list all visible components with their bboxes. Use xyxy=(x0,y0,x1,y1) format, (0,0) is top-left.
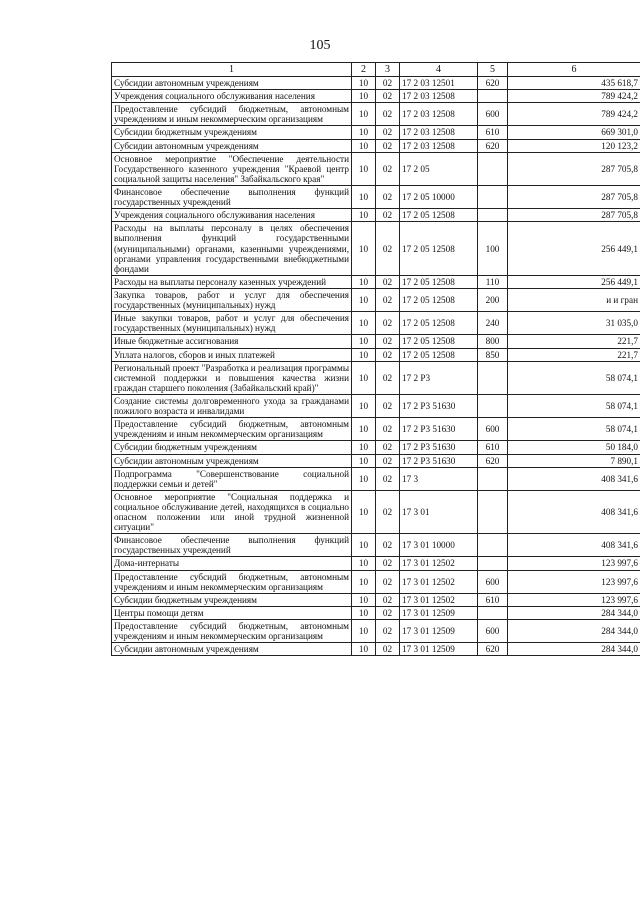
table-row xyxy=(112,152,640,185)
table-row xyxy=(112,534,640,557)
row-target-article-cell: 17 2 P3 xyxy=(400,361,478,394)
row-expense-type-cell: 620 xyxy=(478,643,508,656)
row-expense-type-cell xyxy=(478,606,508,619)
row-name-cell: Предоставление субсидий бюджетным, автономным учреждениям и иным некоммерческим организациям xyxy=(112,418,352,441)
row-section-cell: 10 xyxy=(352,348,376,361)
row-expense-type-cell: 100 xyxy=(478,222,508,276)
row-expense-type-cell xyxy=(478,209,508,222)
row-target-article-cell: 17 2 03 12501 xyxy=(400,77,478,90)
row-section-cell: 10 xyxy=(352,90,376,103)
row-amount-cell: 284 344,0 xyxy=(508,643,640,656)
row-amount-cell: 669 301,0 xyxy=(508,126,640,139)
row-subsection-cell: 02 xyxy=(376,348,400,361)
row-target-article-cell: 17 3 01 12509 xyxy=(400,620,478,643)
row-target-article-cell: 17 3 01 12502 xyxy=(400,593,478,606)
row-subsection-cell: 02 xyxy=(376,335,400,348)
table-row xyxy=(112,467,640,490)
row-section-cell: 10 xyxy=(352,222,376,276)
row-name-cell: Финансовое обеспечение выполнения функций государственных учреждений xyxy=(112,185,352,208)
row-amount-cell: 7 890,1 xyxy=(508,454,640,467)
row-section-cell: 10 xyxy=(352,312,376,335)
row-expense-type-cell: 200 xyxy=(478,288,508,311)
row-section-cell: 10 xyxy=(352,570,376,593)
row-section-cell: 10 xyxy=(352,335,376,348)
row-target-article-cell: 17 2 05 12508 xyxy=(400,275,478,288)
row-name-cell: Финансовое обеспечение выполнения функций государственных учреждений xyxy=(112,534,352,557)
row-expense-type-cell xyxy=(478,152,508,185)
row-amount-cell: 31 035,0 xyxy=(508,312,640,335)
row-target-article-cell: 17 2 03 12508 xyxy=(400,126,478,139)
row-name-cell: Субсидии автономным учреждениям xyxy=(112,643,352,656)
table-row xyxy=(112,275,640,288)
row-amount-cell: 120 123,2 xyxy=(508,139,640,152)
table-header-row xyxy=(112,63,640,77)
table-body xyxy=(112,77,640,656)
row-subsection-cell: 02 xyxy=(376,361,400,394)
row-subsection-cell: 02 xyxy=(376,222,400,276)
row-name-cell: Закупка товаров, работ и услуг для обеспечения государственных (муниципальных) нужд xyxy=(112,288,352,311)
row-section-cell: 10 xyxy=(352,418,376,441)
row-section-cell: 10 xyxy=(352,275,376,288)
row-subsection-cell: 02 xyxy=(376,152,400,185)
row-subsection-cell: 02 xyxy=(376,620,400,643)
row-section-cell: 10 xyxy=(352,185,376,208)
row-target-article-cell: 17 2 05 12508 xyxy=(400,222,478,276)
row-target-article-cell: 17 2 05 12508 xyxy=(400,209,478,222)
row-expense-type-cell: 620 xyxy=(478,454,508,467)
row-expense-type-cell: 240 xyxy=(478,312,508,335)
row-amount-cell: 435 618,7 xyxy=(508,77,640,90)
table-row xyxy=(112,394,640,417)
row-amount-cell: 123 997,6 xyxy=(508,557,640,570)
row-section-cell: 10 xyxy=(352,77,376,90)
table-row xyxy=(112,490,640,533)
row-amount-cell: 123 997,6 xyxy=(508,593,640,606)
row-name-cell: Субсидии бюджетным учреждениям xyxy=(112,126,352,139)
row-expense-type-cell: 800 xyxy=(478,335,508,348)
row-amount-cell: 58 074,1 xyxy=(508,418,640,441)
row-target-article-cell: 17 3 01 xyxy=(400,490,478,533)
row-subsection-cell: 02 xyxy=(376,288,400,311)
row-target-article-cell: 17 3 xyxy=(400,467,478,490)
row-expense-type-cell xyxy=(478,394,508,417)
row-target-article-cell: 17 2 03 12508 xyxy=(400,90,478,103)
row-amount-cell: 256 449,1 xyxy=(508,275,640,288)
row-amount-cell: 284 344,0 xyxy=(508,620,640,643)
table-row xyxy=(112,418,640,441)
row-section-cell: 10 xyxy=(352,126,376,139)
row-section-cell: 10 xyxy=(352,441,376,454)
row-subsection-cell: 02 xyxy=(376,593,400,606)
table-row xyxy=(112,222,640,276)
row-amount-cell: 287 705,8 xyxy=(508,185,640,208)
row-name-cell: Иные закупки товаров, работ и услуг для обеспечения государственных (муниципальных) нужд xyxy=(112,312,352,335)
row-expense-type-cell xyxy=(478,490,508,533)
row-section-cell: 10 xyxy=(352,139,376,152)
table-row xyxy=(112,620,640,643)
row-amount-cell: 287 705,8 xyxy=(508,152,640,185)
table-row xyxy=(112,606,640,619)
row-name-cell: Дома-интернаты xyxy=(112,557,352,570)
row-amount-cell: 58 074,1 xyxy=(508,361,640,394)
row-section-cell: 10 xyxy=(352,643,376,656)
row-name-cell: Учреждения социального обслуживания населения xyxy=(112,90,352,103)
row-expense-type-cell xyxy=(478,467,508,490)
row-target-article-cell: 17 3 01 12502 xyxy=(400,557,478,570)
row-name-cell: Субсидии бюджетным учреждениям xyxy=(112,441,352,454)
table-row xyxy=(112,593,640,606)
row-name-cell: Расходы на выплаты персоналу казенных учреждений xyxy=(112,275,352,288)
table-row xyxy=(112,185,640,208)
table-row xyxy=(112,90,640,103)
row-amount-cell: 408 341,6 xyxy=(508,534,640,557)
row-target-article-cell: 17 2 P3 51630 xyxy=(400,394,478,417)
row-expense-type-cell: 610 xyxy=(478,441,508,454)
row-expense-type-cell: 600 xyxy=(478,620,508,643)
row-section-cell: 10 xyxy=(352,209,376,222)
page-number: 105 xyxy=(309,38,331,53)
row-name-cell: Предоставление субсидий бюджетным, автономным учреждениям и иным некоммерческим организациям xyxy=(112,103,352,126)
row-name-cell: Субсидии автономным учреждениям xyxy=(112,454,352,467)
table-row xyxy=(112,288,640,311)
row-expense-type-cell: 600 xyxy=(478,418,508,441)
row-name-cell: Субсидии автономным учреждениям xyxy=(112,139,352,152)
header-cell-expense-type: 5 xyxy=(478,63,508,77)
row-section-cell: 10 xyxy=(352,490,376,533)
row-subsection-cell: 02 xyxy=(376,557,400,570)
row-target-article-cell: 17 2 05 12508 xyxy=(400,288,478,311)
row-target-article-cell: 17 3 01 12502 xyxy=(400,570,478,593)
row-subsection-cell: 02 xyxy=(376,467,400,490)
row-target-article-cell: 17 2 P3 51630 xyxy=(400,418,478,441)
table-row xyxy=(112,454,640,467)
row-amount-cell: 50 184,0 xyxy=(508,441,640,454)
row-target-article-cell: 17 2 P3 51630 xyxy=(400,454,478,467)
row-section-cell: 10 xyxy=(352,606,376,619)
row-subsection-cell: 02 xyxy=(376,418,400,441)
row-name-cell: Региональный проект "Разработка и реализация программы системной поддержки и повышения качества жизни граждан старшего поколения (Забайкальский край)" xyxy=(112,361,352,394)
row-expense-type-cell xyxy=(478,185,508,208)
table-row xyxy=(112,441,640,454)
header-cell-subsection: 3 xyxy=(376,63,400,77)
row-section-cell: 10 xyxy=(352,467,376,490)
table-row xyxy=(112,139,640,152)
row-expense-type-cell: 610 xyxy=(478,126,508,139)
row-name-cell: Расходы на выплаты персоналу в целях обеспечения выполнения функций государственными (муниципальными) органами, казенными учреждениями, органами управления государственными внебюджетными фондами xyxy=(112,222,352,276)
row-target-article-cell: 17 2 05 10000 xyxy=(400,185,478,208)
row-section-cell: 10 xyxy=(352,534,376,557)
row-name-cell: Иные бюджетные ассигнования xyxy=(112,335,352,348)
row-amount-cell: и и гран xyxy=(508,288,640,311)
row-expense-type-cell: 600 xyxy=(478,103,508,126)
row-amount-cell: 789 424,2 xyxy=(508,103,640,126)
row-subsection-cell: 02 xyxy=(376,103,400,126)
row-section-cell: 10 xyxy=(352,103,376,126)
row-amount-cell: 123 997,6 xyxy=(508,570,640,593)
row-amount-cell: 256 449,1 xyxy=(508,222,640,276)
row-subsection-cell: 02 xyxy=(376,534,400,557)
row-section-cell: 10 xyxy=(352,361,376,394)
row-amount-cell: 789 424,2 xyxy=(508,90,640,103)
table-row xyxy=(112,126,640,139)
table-row xyxy=(112,643,640,656)
budget-table xyxy=(111,62,640,656)
row-target-article-cell: 17 3 01 12509 xyxy=(400,606,478,619)
row-amount-cell: 408 341,6 xyxy=(508,467,640,490)
table-row xyxy=(112,570,640,593)
row-section-cell: 10 xyxy=(352,620,376,643)
header-cell-section: 2 xyxy=(352,63,376,77)
row-name-cell: Основное мероприятие "Обеспечение деятельности Государственного казенного учреждения "Краевой центр социальной защиты населения" Забайкальского края" xyxy=(112,152,352,185)
row-target-article-cell: 17 3 01 10000 xyxy=(400,534,478,557)
row-expense-type-cell xyxy=(478,557,508,570)
row-section-cell: 10 xyxy=(352,394,376,417)
row-amount-cell: 284 344,0 xyxy=(508,606,640,619)
row-subsection-cell: 02 xyxy=(376,441,400,454)
row-subsection-cell: 02 xyxy=(376,185,400,208)
row-expense-type-cell: 600 xyxy=(478,570,508,593)
row-expense-type-cell: 620 xyxy=(478,139,508,152)
row-section-cell: 10 xyxy=(352,152,376,185)
row-name-cell: Предоставление субсидий бюджетным, автономным учреждениям и иным некоммерческим организациям xyxy=(112,570,352,593)
row-name-cell: Подпрограмма "Совершенствование социальной поддержки семьи и детей" xyxy=(112,467,352,490)
row-amount-cell: 287 705,8 xyxy=(508,209,640,222)
row-expense-type-cell: 850 xyxy=(478,348,508,361)
row-target-article-cell: 17 2 05 xyxy=(400,152,478,185)
row-subsection-cell: 02 xyxy=(376,275,400,288)
row-subsection-cell: 02 xyxy=(376,209,400,222)
row-expense-type-cell: 110 xyxy=(478,275,508,288)
row-expense-type-cell xyxy=(478,534,508,557)
row-subsection-cell: 02 xyxy=(376,312,400,335)
row-section-cell: 10 xyxy=(352,557,376,570)
header-cell-target-article: 4 xyxy=(400,63,478,77)
header-cell-name: 1 xyxy=(112,63,352,77)
row-target-article-cell: 17 2 05 12508 xyxy=(400,312,478,335)
table-row xyxy=(112,361,640,394)
row-section-cell: 10 xyxy=(352,593,376,606)
row-amount-cell: 408 341,6 xyxy=(508,490,640,533)
row-expense-type-cell xyxy=(478,90,508,103)
row-subsection-cell: 02 xyxy=(376,90,400,103)
row-subsection-cell: 02 xyxy=(376,139,400,152)
row-target-article-cell: 17 2 03 12508 xyxy=(400,139,478,152)
row-name-cell: Уплата налогов, сборов и иных платежей xyxy=(112,348,352,361)
row-target-article-cell: 17 2 05 12508 xyxy=(400,335,478,348)
row-target-article-cell: 17 2 03 12508 xyxy=(400,103,478,126)
row-name-cell: Основное мероприятие "Социальная поддержка и социальное обслуживание детей, находящихся в социально опасном положении или иной трудной жизненной ситуации" xyxy=(112,490,352,533)
row-section-cell: 10 xyxy=(352,288,376,311)
row-subsection-cell: 02 xyxy=(376,606,400,619)
row-amount-cell: 58 074,1 xyxy=(508,394,640,417)
row-target-article-cell: 17 3 01 12509 xyxy=(400,643,478,656)
row-subsection-cell: 02 xyxy=(376,643,400,656)
table-row xyxy=(112,335,640,348)
row-subsection-cell: 02 xyxy=(376,570,400,593)
row-section-cell: 10 xyxy=(352,454,376,467)
row-amount-cell: 221,7 xyxy=(508,335,640,348)
table-row xyxy=(112,312,640,335)
row-name-cell: Субсидии бюджетным учреждениям xyxy=(112,593,352,606)
row-subsection-cell: 02 xyxy=(376,77,400,90)
table-row xyxy=(112,103,640,126)
row-name-cell: Центры помощи детям xyxy=(112,606,352,619)
row-name-cell: Учреждения социального обслуживания населения xyxy=(112,209,352,222)
row-expense-type-cell: 610 xyxy=(478,593,508,606)
row-subsection-cell: 02 xyxy=(376,454,400,467)
row-name-cell: Создание системы долговременного ухода за гражданами пожилого возраста и инвалидами xyxy=(112,394,352,417)
table-row xyxy=(112,557,640,570)
row-target-article-cell: 17 2 05 12508 xyxy=(400,348,478,361)
table-row xyxy=(112,77,640,90)
row-target-article-cell: 17 2 P3 51630 xyxy=(400,441,478,454)
row-subsection-cell: 02 xyxy=(376,490,400,533)
row-name-cell: Субсидии автономным учреждениям xyxy=(112,77,352,90)
row-expense-type-cell xyxy=(478,361,508,394)
row-expense-type-cell: 620 xyxy=(478,77,508,90)
row-subsection-cell: 02 xyxy=(376,126,400,139)
table-row xyxy=(112,348,640,361)
row-subsection-cell: 02 xyxy=(376,394,400,417)
row-amount-cell: 221,7 xyxy=(508,348,640,361)
row-name-cell: Предоставление субсидий бюджетным, автономным учреждениям и иным некоммерческим организациям xyxy=(112,620,352,643)
table-row xyxy=(112,209,640,222)
header-cell-amount: 6 xyxy=(508,63,640,77)
